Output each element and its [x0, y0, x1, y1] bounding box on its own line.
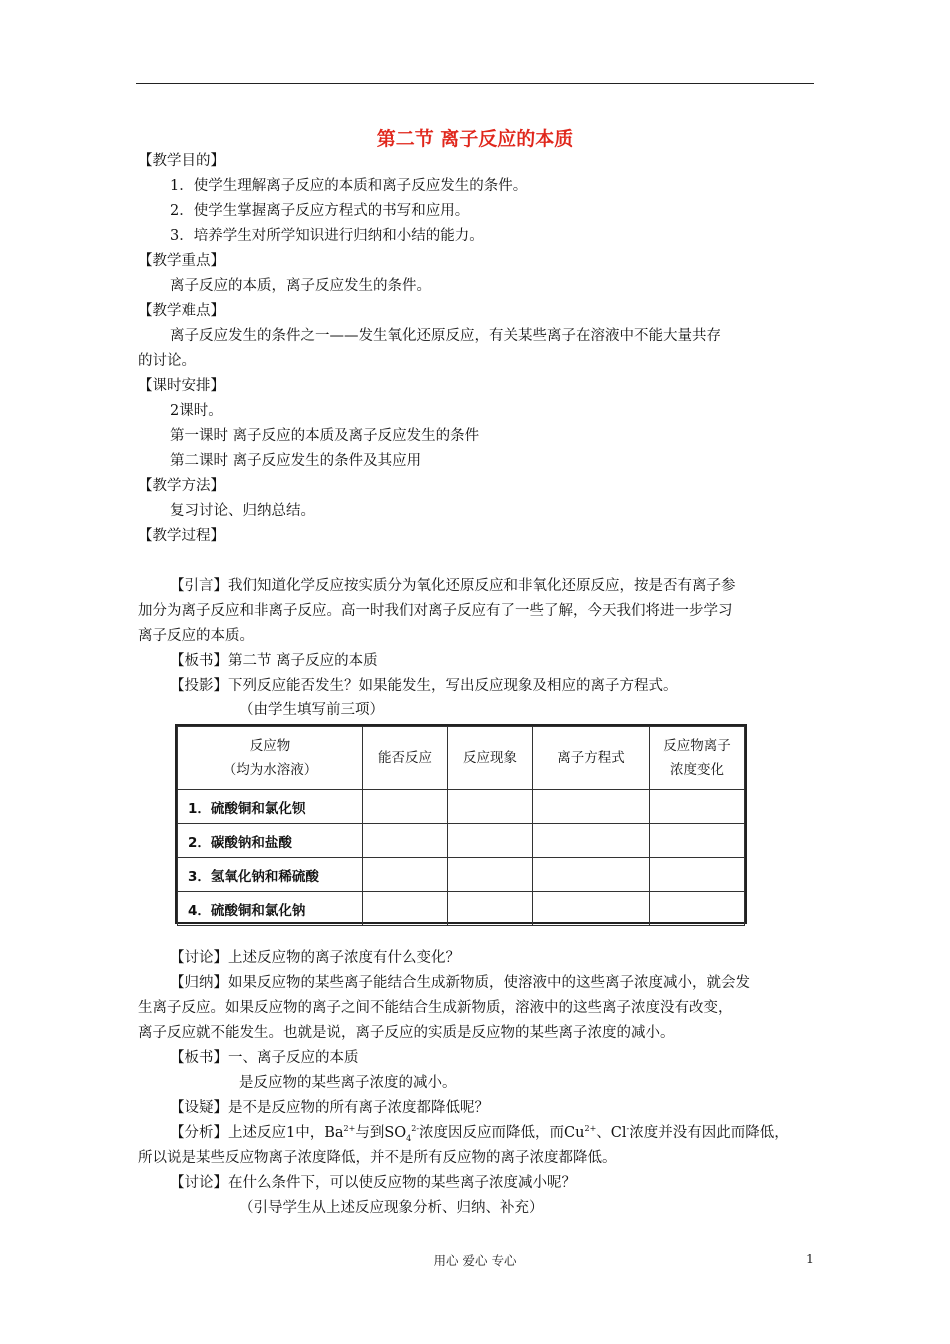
- purpose-item-1: 1．使学生理解离子反应的本质和离子反应发生的条件。: [170, 178, 528, 194]
- analysis-line-2: 所以说是某些反应物离子浓度降低，并不是所有反应物的离子浓度都降低。: [138, 1150, 617, 1166]
- schedule-heading: 【课时安排】: [138, 378, 225, 394]
- method-text: 复习讨论、归纳总结。: [170, 503, 315, 519]
- projection-line-1: 【投影】下列反应能否发生？如果能发生，写出反应现象及相应的离子方程式。: [170, 678, 678, 694]
- schedule-1: 2课时。: [170, 403, 223, 419]
- page-title: 第二节 离子反应的本质: [376, 128, 574, 150]
- table-cell-reactant: 1．硫酸铜和氯化钡: [178, 790, 363, 824]
- footer-motto: 用心 爱心 专心: [433, 1253, 517, 1268]
- table-cell-reactant: 2．碳酸钠和盐酸: [178, 824, 363, 858]
- table-header-ion-equation: 离子方程式: [533, 727, 650, 790]
- difficulty-text-1: 离子反应发生的条件之一——发生氧化还原反应，有关某些离子在溶液中不能大量共存: [170, 328, 721, 344]
- table-header-phenomenon: 反应现象: [448, 727, 533, 790]
- table-cell-reactant: 3．氢氧化钠和稀硫酸: [178, 858, 363, 892]
- projection-line-2: （由学生填写前三项）: [239, 702, 384, 718]
- reaction-table: [175, 724, 747, 924]
- discuss-line-2: 【讨论】在什么条件下，可以使反应物的某些离子浓度减小呢？: [170, 1175, 576, 1191]
- board-line-2a: 【板书】一、离子反应的本质: [170, 1050, 359, 1066]
- intro-line-2: 加分为离子反应和非离子反应。高一时我们对离子反应有了一些了解，今天我们将进一步学习: [138, 603, 733, 619]
- schedule-2: 第一课时 离子反应的本质及离子反应发生的条件: [170, 428, 480, 444]
- question-line: 【设疑】是不是反应物的所有离子浓度都降低呢？: [170, 1100, 489, 1116]
- table-header-concentration: 反应物离子 浓度变化: [650, 727, 745, 790]
- schedule-3: 第二课时 离子反应发生的条件及其应用: [170, 453, 422, 469]
- induce-line-1: 【归纳】如果反应物的某些离子能结合生成新物质，使溶液中的这些离子浓度减小，就会发: [170, 975, 750, 991]
- difficulty-heading: 【教学难点】: [138, 303, 225, 319]
- intro-line-1: 【引言】我们知道化学反应按实质分为氧化还原反应和非氧化还原反应，按是否有离子参: [170, 578, 736, 594]
- discuss-line-1: 【讨论】上述反应物的离子浓度有什么变化？: [170, 950, 460, 966]
- key-heading: 【教学重点】: [138, 253, 225, 269]
- difficulty-text-2: 的讨论。: [138, 353, 196, 369]
- page-number: 1: [806, 1251, 814, 1266]
- table-header-can-react: 能否反应: [363, 727, 448, 790]
- header-rule: [136, 83, 814, 84]
- table-row: [178, 790, 745, 824]
- purpose-item-3: 3．培养学生对所学知识进行归纳和小结的能力。: [170, 228, 484, 244]
- table-row: [178, 824, 745, 858]
- induce-line-2: 生离子反应。如果反应物的离子之间不能结合生成新物质，溶液中的这些离子浓度没有改变，: [138, 1000, 733, 1016]
- process-heading: 【教学过程】: [138, 528, 225, 544]
- table-row: [178, 858, 745, 892]
- analysis-line-1: 【分析】上述反应1中，$Ba^{2+}$与到$SO_4^{2-}$浓度因反应而降低，而$Cu^{2+}$、Cl-浓度并没有因此而降低，: [170, 1124, 789, 1143]
- board-line-2b: 是反应物的某些离子浓度的减小。: [239, 1075, 457, 1091]
- table-cell-reactant: 4．硫酸铜和氯化钠: [178, 892, 363, 926]
- intro-line-3: 离子反应的本质。: [138, 628, 254, 644]
- table-header-reactant: 反应物 （均为水溶液）: [178, 727, 363, 790]
- induce-line-3: 离子反应就不能发生。也就是说，离子反应的实质是反应物的某些离子浓度的减小。: [138, 1025, 675, 1041]
- discuss-line-3: （引导学生从上述反应现象分析、归纳、补充）: [239, 1200, 544, 1216]
- method-heading: 【教学方法】: [138, 478, 225, 494]
- board-line-1: 【板书】第二节 离子反应的本质: [170, 653, 378, 669]
- table-row: [178, 892, 745, 926]
- purpose-heading: 【教学目的】: [138, 153, 225, 169]
- key-text: 离子反应的本质，离子反应发生的条件。: [170, 278, 431, 294]
- purpose-item-2: 2．使学生掌握离子反应方程式的书写和应用。: [170, 203, 470, 219]
